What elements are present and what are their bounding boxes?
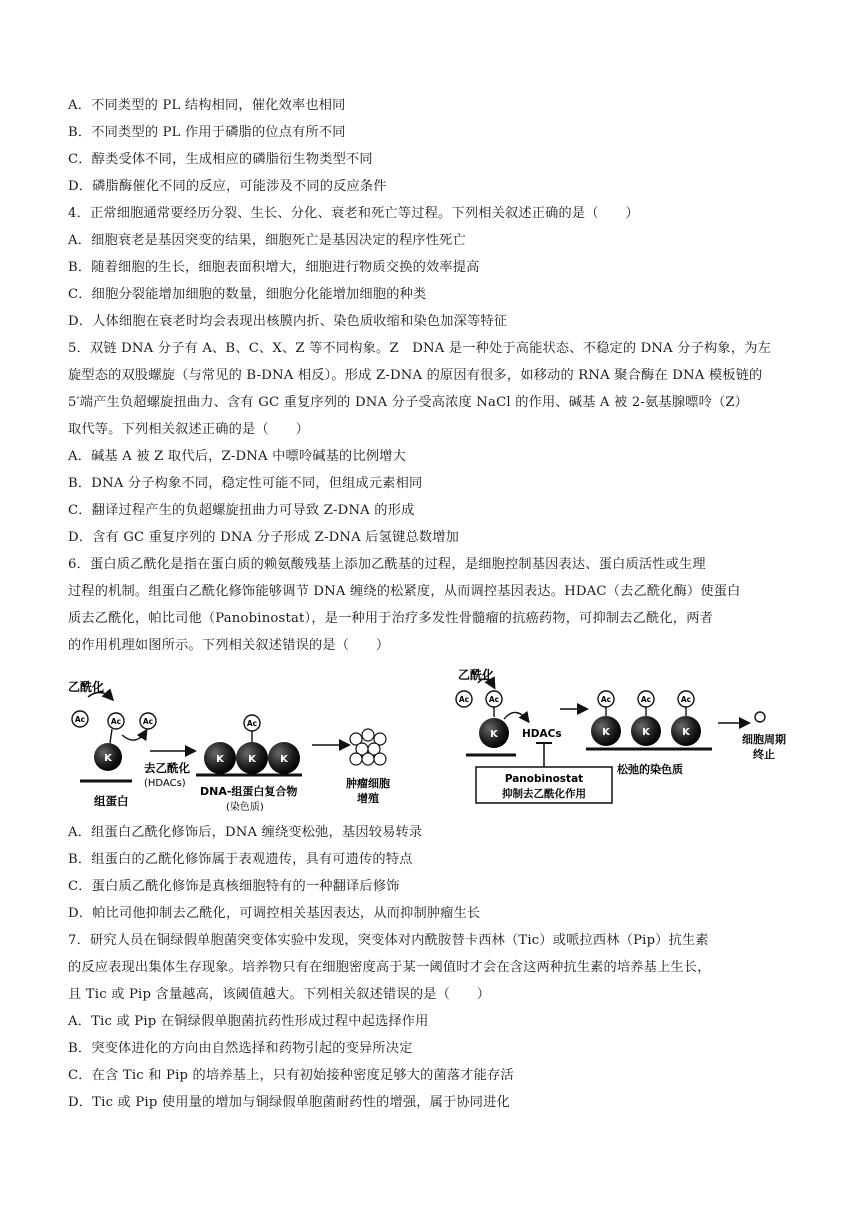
left-ac-1-text: Ac (74, 715, 86, 724)
left-chromatin-k-3: K (280, 754, 288, 765)
left-chromatin-k-1: K (216, 754, 224, 765)
left-acetylation-label: 乙酰化 (68, 680, 105, 694)
question-4-stem: 4．正常细胞通常要经历分裂、生长、分化、衰老和死亡等过程。下列相关叙述正确的是（ ） (68, 206, 639, 221)
right-loose-k-2: K (642, 727, 650, 738)
panobinostat-inhibit-label: 抑制去乙酰化作用 (502, 788, 586, 800)
question-6-stem-line2: 过程的机制。组蛋白乙酰化修饰能够调节 DNA 缠绕的松紧度，从而调控基因表达。HDAC（去乙酰化酶）使蛋白 (68, 584, 741, 599)
right-acetylation-label: 乙酰化 (458, 668, 495, 682)
option-6a: A．组蛋白乙酰化修饰后，DNA 缠绕变松弛，基因较易转录 (68, 825, 423, 840)
question-7-stem-line3: 且 Tic 或 Pip 含量越高，该阈值越大。下列相关叙述错误的是（ ） (68, 987, 491, 1002)
option-7d: D．Tic 或 Pip 使用量的增加与铜绿假单胞菌耐药性的增强，属于协同进化 (68, 1095, 510, 1110)
right-loose-ac-3-text: Ac (680, 695, 692, 704)
loose-chromatin-label: 松弛的染色质 (617, 763, 683, 776)
right-loose-k-3: K (682, 727, 690, 738)
option-6c: C．蛋白质乙酰化修饰是真核细胞特有的一种翻译后修饰 (68, 879, 400, 894)
right-histone-k: K (490, 729, 498, 740)
option-4b: B．随着细胞的生长，细胞表面积增大，细胞进行物质交换的效率提高 (68, 260, 480, 275)
option-6d: D．帕比司他抑制去乙酰化，可调控相关基因表达，从而抑制肿瘤生长 (68, 906, 481, 921)
option-3a: A．不同类型的 PL 结构相同，催化效率也相同 (68, 98, 346, 113)
option-7c: C．在含 Tic 和 Pip 的培养基上，只有初始接种密度足够大的菌落才能存活 (68, 1068, 514, 1083)
option-3d: D．磷脂酶催化不同的反应，可能涉及不同的反应条件 (68, 179, 387, 194)
option-3c: C．醇类受体不同，生成相应的磷脂衍生物类型不同 (68, 152, 373, 167)
tumor-label-line1: 肿瘤细胞 (346, 777, 390, 790)
option-5a: A．碱基 A 被 Z 取代后，Z-DNA 中嘌呤碱基的比例增大 (68, 449, 406, 464)
right-hdacs-label: HDACs (522, 728, 562, 740)
right-loose-ac-2-text: Ac (640, 695, 652, 704)
right-loose-k-1: K (602, 727, 610, 738)
right-ac-2-text: Ac (488, 695, 500, 704)
option-4d: D．人体细胞在衰老时均会表现出核膜内折、染色质收缩和染色加深等特征 (68, 314, 508, 329)
question-7-stem-line1: 7．研究人员在铜绿假单胞菌突变体实验中发现，突变体对内酰胺替卡西林（Tic）或哌拉西林（Pip）抗生素 (68, 933, 709, 948)
left-ac-2-text: Ac (110, 717, 122, 726)
option-4c: C．细胞分裂能增加细胞的数量，细胞分化能增加细胞的种类 (68, 287, 427, 302)
option-5b: B．DNA 分子构象不同，稳定性可能不同，但组成元素相同 (68, 476, 423, 491)
option-3b: B．不同类型的 PL 作用于磷脂的位点有所不同 (68, 125, 346, 140)
left-ac-release-arrow (122, 731, 146, 740)
question-6-stem-line3: 质去乙酰化，帕比司他（Panobinostat），是一种用于治疗多发性骨髓瘤的抗癌药物，可抑制去乙酰化，两者 (68, 611, 713, 626)
left-ac-3-text: Ac (142, 717, 154, 726)
question-6-stem-line4: 的作用机理如图所示。下列相关叙述错误的是（ ） (68, 638, 390, 653)
cycle-label-line1: 细胞周期 (742, 733, 786, 746)
question-5-stem-line1: 5．双链 DNA 分子有 A、B、C、X、Z 等不同构象。Z DNA 是一种处于高能状态、不稳定的 DNA 分子构象，为左 (68, 341, 771, 356)
question-5-stem-line2: 旋型态的双股螺旋（与常见的 B-DNA 相反）。形成 Z-DNA 的原因有很多，如移动的 RNA 聚合酶在 DNA 模板链的 (68, 368, 763, 383)
cycle-label-line2: 终止 (753, 748, 775, 761)
right-loose-ac-1-text: Ac (600, 695, 612, 704)
acetylation-mechanism-figure (66, 665, 796, 817)
question-7-stem-line2: 的反应表现出集体生存现象。培养物只有在细胞密度高于某一阈值时才会在含这两种抗生素的培养基上生长， (68, 960, 711, 975)
figure-svg (66, 665, 796, 817)
option-7b: B．突变体进化的方向由自然选择和药物引起的变异所决定 (68, 1041, 413, 1056)
right-ac-1-text: Ac (458, 695, 470, 704)
option-5d: D．含有 GC 重复序列的 DNA 分子形成 Z-DNA 后氢键总数增加 (68, 530, 460, 545)
left-deacetylation-label: 去乙酰化 (144, 761, 190, 775)
question-5-stem-line4: 取代等。下列相关叙述正确的是（ ） (68, 422, 309, 437)
option-6b: B．组蛋白的乙酰化修饰属于表观遗传，具有可遗传的特点 (68, 852, 413, 867)
question-5-stem-line3: 5′端产生负超螺旋扭曲力、含有 GC 重复序列的 DNA 分子受高浓度 NaCl 的作用、碱基 A 被 2-氨基腺嘌呤（Z） (68, 395, 749, 410)
question-6-stem-line1: 6．蛋白质乙酰化是指在蛋白质的赖氨酸残基上添加乙酰基的过程，是细胞控制基因表达、蛋白质活性或生理 (68, 557, 706, 572)
left-complex-label: DNA-组蛋白复合物 (200, 785, 298, 798)
left-chromatin-ac-text: Ac (246, 719, 258, 728)
left-hdacs-label: (HDACs) (144, 778, 186, 789)
left-histone-k: K (104, 753, 112, 764)
left-histone-label: 组蛋白 (94, 794, 129, 808)
panobinostat-label: Panobinostat (504, 773, 584, 785)
right-ac-release-arrow (504, 712, 528, 721)
left-ac-bond (110, 729, 112, 743)
option-5c: C．翻译过程产生的负超螺旋扭曲力可导致 Z-DNA 的形成 (68, 503, 415, 518)
tumor-cell-cluster (350, 729, 386, 765)
option-7a: A．Tic 或 Pip 在铜绿假单胞菌抗药性形成过程中起选择作用 (68, 1014, 429, 1029)
option-4a: A．细胞衰老是基因突变的结果，细胞死亡是基因决定的程序性死亡 (68, 233, 466, 248)
arrested-cell (755, 712, 765, 722)
tumor-label-line2: 增殖 (357, 792, 379, 805)
left-chromatin-label: (染色质) (226, 802, 264, 813)
left-chromatin-k-2: K (248, 754, 256, 765)
